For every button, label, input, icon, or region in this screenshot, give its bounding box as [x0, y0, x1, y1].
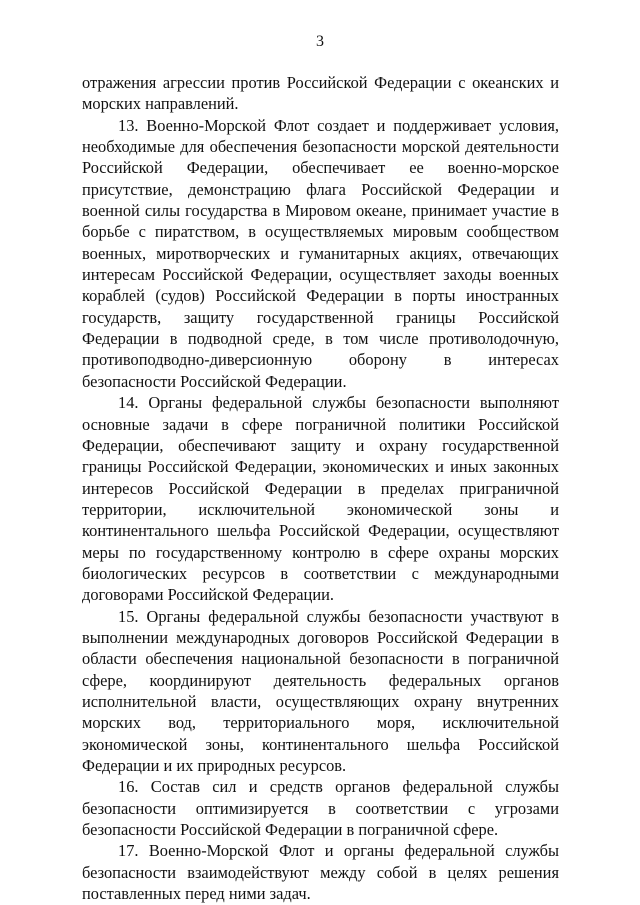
page-number: 3	[316, 33, 324, 50]
paragraph-continuation: отражения агрессии против Российской Федерации с океанских и морских направлений.	[82, 73, 559, 114]
document-body	[82, 72, 559, 904]
paragraph-16: 16. Состав сил и средств органов федеральной службы безопасности оптимизируется в соответствии с угрозами безопасности Российской Федерации в пограничной сфере.	[82, 777, 559, 840]
paragraph-15: 15. Органы федеральной службы безопасности участвуют в выполнении международных договоров Российской Федерации в области обеспечения национальной безопасности в пограничной сфере, координируют деятельность федеральных органов исполнительной власти, осуществляющих охрану внутренних морских вод, территориального моря, исключительной экономической зоны, континентального шельфа Российской Федерации и их природных ресурсов.	[82, 606, 559, 775]
paragraph-14: 14. Органы федеральной службы безопасности выполняют основные задачи в сфере пограничной политики Российской Федерации, обеспечивают защиту и охрану государственной границы Российской Федерации, экономических и иных законных интересов Российской Федерации в пределах приграничной территории, исключительной экономической зоны и континентального шельфа Российской Федерации, осуществляют меры по государственному контролю в сфере охраны морских биологических ресурсов в соответствии с международными договорами Российской Федерации.	[82, 393, 559, 605]
paragraph-13: 13. Военно-Морской Флот создает и поддерживает условия, необходимые для обеспечения безопасности морской деятельности Российской Федерации, обеспечивает ее военно-морское присутствие, демонстрацию флага Российской Федерации и военной силы государства в Мировом океане, принимает участие в борьбе с пиратством, в осуществляемых мировым сообществом военных, миротворческих и гуманитарных акциях, отвечающих интересам Российской Федерации, осуществляет заходы военных кораблей (судов) Российской Федерации в порты иностранных государств, защиту государственной границы Российской Федерации в подводной среде, в том числе противолодочную, противоподводно-диверсионную оборону в интересах безопасности Российской Федерации.	[82, 115, 559, 391]
paragraph-17: 17. Военно-Морской Флот и органы федеральной службы безопасности взаимодействуют между собой в целях решения поставленных перед ними задач.	[82, 841, 559, 904]
